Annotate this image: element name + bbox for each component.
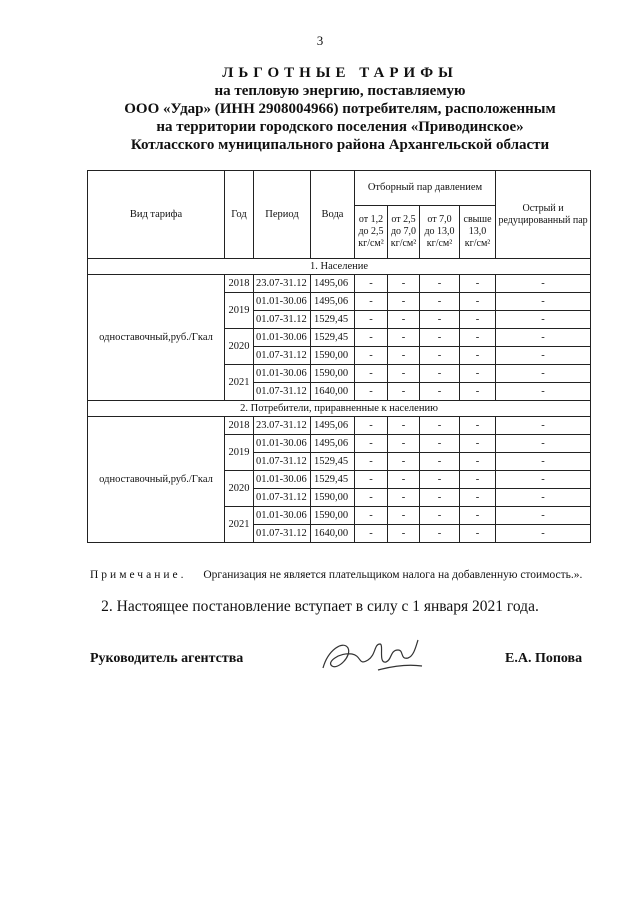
p3-cell: - bbox=[420, 383, 460, 401]
period-cell: 01.01-30.06 bbox=[254, 365, 311, 383]
ostry-cell: - bbox=[496, 471, 591, 489]
year-cell: 2021 bbox=[225, 365, 254, 401]
page-number: 3 bbox=[316, 33, 324, 48]
p3-cell: - bbox=[420, 417, 460, 435]
header-ostry: Острый и редуцированный пар bbox=[496, 171, 591, 259]
ostry-cell: - bbox=[496, 507, 591, 525]
p2-cell: - bbox=[388, 329, 420, 347]
ostry-cell: - bbox=[496, 275, 591, 293]
p2-cell: - bbox=[388, 435, 420, 453]
p2-cell: - bbox=[388, 365, 420, 383]
p2-cell: - bbox=[388, 311, 420, 329]
voda-cell: 1495,06 bbox=[311, 293, 355, 311]
signatory-name: Е.А. Попова bbox=[505, 651, 583, 666]
p3-cell: - bbox=[420, 489, 460, 507]
section-header-row bbox=[88, 259, 591, 275]
p3-cell: - bbox=[420, 471, 460, 489]
year-cell: 2020 bbox=[225, 471, 254, 507]
voda-cell: 1590,00 bbox=[311, 489, 355, 507]
p1-cell: - bbox=[355, 365, 388, 383]
title-line-3: ООО «Удар» (ИНН 2908004966) потребителям, расположенным bbox=[124, 101, 556, 117]
p1-cell: - bbox=[355, 471, 388, 489]
p2-cell: - bbox=[388, 383, 420, 401]
year-cell: 2018 bbox=[225, 275, 254, 293]
ostry-cell: - bbox=[496, 453, 591, 471]
document-title bbox=[60, 64, 620, 154]
voda-cell: 1590,00 bbox=[311, 365, 355, 383]
tariff-table bbox=[87, 170, 591, 543]
period-cell: 01.07-31.12 bbox=[254, 311, 311, 329]
p4-cell: - bbox=[460, 489, 496, 507]
ostry-cell: - bbox=[496, 293, 591, 311]
note-text: Организация не является плательщиком налога на добавленную стоимость.». bbox=[203, 569, 583, 581]
year-cell: 2019 bbox=[225, 293, 254, 329]
p1-cell: - bbox=[355, 417, 388, 435]
voda-cell: 1529,45 bbox=[311, 329, 355, 347]
table-row bbox=[88, 275, 591, 293]
period-cell: 01.01-30.06 bbox=[254, 293, 311, 311]
p3-cell: - bbox=[420, 329, 460, 347]
period-cell: 01.07-31.12 bbox=[254, 383, 311, 401]
section-title: 2. Потребители, приравненные к населению bbox=[88, 401, 591, 417]
p3-cell: - bbox=[420, 507, 460, 525]
p2-cell: - bbox=[388, 525, 420, 543]
period-cell: 01.01-30.06 bbox=[254, 507, 311, 525]
signatory-role: Руководитель агентства bbox=[90, 651, 244, 666]
ostry-cell: - bbox=[496, 489, 591, 507]
p4-cell: - bbox=[460, 471, 496, 489]
p1-cell: - bbox=[355, 435, 388, 453]
voda-cell: 1590,00 bbox=[311, 507, 355, 525]
p4-cell: - bbox=[460, 365, 496, 383]
period-cell: 23.07-31.12 bbox=[254, 275, 311, 293]
voda-cell: 1529,45 bbox=[311, 311, 355, 329]
p2-cell: - bbox=[388, 471, 420, 489]
title-line-2: на тепловую энергию, поставляемую bbox=[214, 83, 466, 99]
p1-cell: - bbox=[355, 311, 388, 329]
voda-cell: 1495,06 bbox=[311, 417, 355, 435]
p3-cell: - bbox=[420, 435, 460, 453]
header-period: Период bbox=[254, 171, 311, 259]
p1-cell: - bbox=[355, 507, 388, 525]
voda-cell: 1640,00 bbox=[311, 525, 355, 543]
p1-cell: - bbox=[355, 347, 388, 365]
p3-cell: - bbox=[420, 365, 460, 383]
p2-cell: - bbox=[388, 417, 420, 435]
period-cell: 01.01-30.06 bbox=[254, 471, 311, 489]
header-p1: от 1,2 до 2,5 кг/см² bbox=[355, 206, 388, 259]
voda-cell: 1529,45 bbox=[311, 453, 355, 471]
p3-cell: - bbox=[420, 311, 460, 329]
year-cell: 2020 bbox=[225, 329, 254, 365]
p4-cell: - bbox=[460, 525, 496, 543]
p4-cell: - bbox=[460, 293, 496, 311]
tariff-type-cell: одноставочный,руб./Гкал bbox=[88, 275, 225, 401]
period-cell: 01.01-30.06 bbox=[254, 329, 311, 347]
p3-cell: - bbox=[420, 525, 460, 543]
p1-cell: - bbox=[355, 383, 388, 401]
ostry-cell: - bbox=[496, 383, 591, 401]
p4-cell: - bbox=[460, 329, 496, 347]
p1-cell: - bbox=[355, 275, 388, 293]
p2-cell: - bbox=[388, 453, 420, 471]
p2-cell: - bbox=[388, 275, 420, 293]
p2-cell: - bbox=[388, 347, 420, 365]
p4-cell: - bbox=[460, 435, 496, 453]
year-cell: 2018 bbox=[225, 417, 254, 435]
period-cell: 01.07-31.12 bbox=[254, 453, 311, 471]
p3-cell: - bbox=[420, 293, 460, 311]
p4-cell: - bbox=[460, 347, 496, 365]
voda-cell: 1590,00 bbox=[311, 347, 355, 365]
p1-cell: - bbox=[355, 489, 388, 507]
title-line-5: Котласского муниципального района Архангельской области bbox=[130, 137, 550, 153]
voda-cell: 1495,06 bbox=[311, 275, 355, 293]
period-cell: 01.07-31.12 bbox=[254, 525, 311, 543]
p4-cell: - bbox=[460, 453, 496, 471]
header-vid: Вид тарифа bbox=[88, 171, 225, 259]
ostry-cell: - bbox=[496, 347, 591, 365]
p4-cell: - bbox=[460, 311, 496, 329]
section-title: 1. Население bbox=[88, 259, 591, 275]
note-label: Примечание. bbox=[90, 569, 187, 581]
table-row bbox=[88, 417, 591, 435]
period-cell: 01.07-31.12 bbox=[254, 347, 311, 365]
header-p2: от 2,5 до 7,0 кг/см² bbox=[388, 206, 420, 259]
title-line-1: ЛЬГОТНЫЕ ТАРИФЫ bbox=[222, 65, 458, 81]
section-header-row bbox=[88, 401, 591, 417]
voda-cell: 1640,00 bbox=[311, 383, 355, 401]
year-cell: 2019 bbox=[225, 435, 254, 471]
ostry-cell: - bbox=[496, 435, 591, 453]
ostry-cell: - bbox=[496, 417, 591, 435]
period-cell: 01.01-30.06 bbox=[254, 435, 311, 453]
voda-cell: 1529,45 bbox=[311, 471, 355, 489]
note bbox=[90, 569, 630, 581]
header-otbor: Отборный пар давлением bbox=[355, 171, 496, 206]
voda-cell: 1495,06 bbox=[311, 435, 355, 453]
header-p3: от 7,0 до 13,0 кг/см² bbox=[420, 206, 460, 259]
p1-cell: - bbox=[355, 329, 388, 347]
period-cell: 01.07-31.12 bbox=[254, 489, 311, 507]
p3-cell: - bbox=[420, 275, 460, 293]
p4-cell: - bbox=[460, 417, 496, 435]
ostry-cell: - bbox=[496, 329, 591, 347]
ostry-cell: - bbox=[496, 311, 591, 329]
header-god: Год bbox=[225, 171, 254, 259]
paragraph-2: 2. Настоящее постановление вступает в силу с 1 января 2021 года. bbox=[101, 598, 539, 615]
p2-cell: - bbox=[388, 507, 420, 525]
tariff-table-body bbox=[88, 171, 591, 543]
p1-cell: - bbox=[355, 453, 388, 471]
p4-cell: - bbox=[460, 383, 496, 401]
year-cell: 2021 bbox=[225, 507, 254, 543]
ostry-cell: - bbox=[496, 365, 591, 383]
p3-cell: - bbox=[420, 347, 460, 365]
p3-cell: - bbox=[420, 453, 460, 471]
period-cell: 23.07-31.12 bbox=[254, 417, 311, 435]
p4-cell: - bbox=[460, 275, 496, 293]
p2-cell: - bbox=[388, 293, 420, 311]
p2-cell: - bbox=[388, 489, 420, 507]
tariff-type-cell: одноставочный,руб./Гкал bbox=[88, 417, 225, 543]
p1-cell: - bbox=[355, 525, 388, 543]
header-p4: свыше 13,0 кг/см² bbox=[460, 206, 496, 259]
p1-cell: - bbox=[355, 293, 388, 311]
title-line-4: на территории городского поселения «Приводинское» bbox=[156, 119, 524, 135]
ostry-cell: - bbox=[496, 525, 591, 543]
handwritten-signature bbox=[318, 630, 428, 680]
header-voda: Вода bbox=[311, 171, 355, 259]
p4-cell: - bbox=[460, 507, 496, 525]
